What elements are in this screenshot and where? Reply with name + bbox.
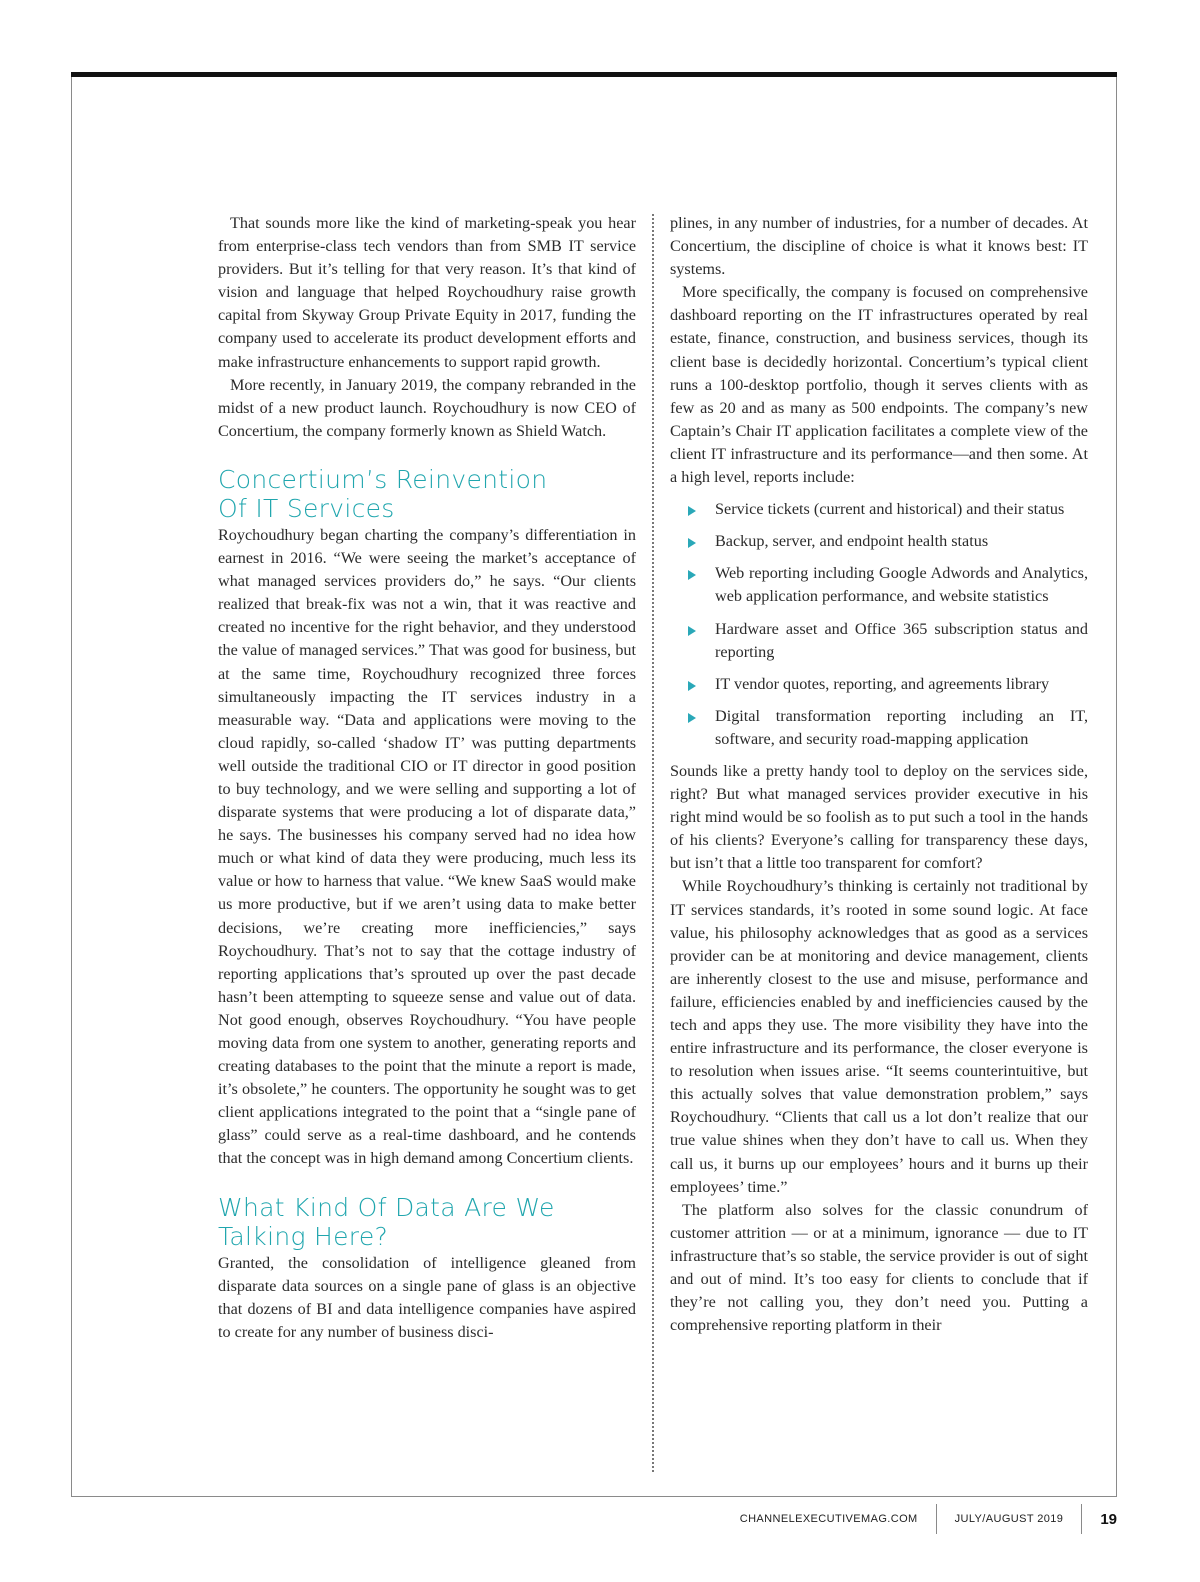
heading-line: Of IT Services [218,493,395,523]
heading-line: Talking Here? [218,1221,389,1251]
heading-line: What Kind Of Data Are We [218,1192,555,1222]
list-item-text: Backup, server, and endpoint health status [715,532,989,551]
body-paragraph: While Roychoudhury’s thinking is certainly not traditional by IT services standards, it’s rooted in some sound logic. At face value, his philosophy acknowledges that as good as a services provider can be at monitoring and device management, clients are inherently closest to the use and misuse, performance and failure, efficiencies enabled by and inefficiencies caused by the tech and apps they use. The more visibility they have into the entire infrastructure and its performance, the closer everyone is to resolution when issues arise. “It seems counterintuitive, but this actually solves that value demonstration problem,” says Roychoudhury. “Clients that call us a lot don’t realize that our true value shines when they don’t have to call us. When they call us, it burns up our employees’ hours and it burns up their employees’ time.” [670,877,1088,1196]
list-item-text: Hardware asset and Office 365 subscription status and reporting [715,619,1088,661]
section-heading-data [218,1193,636,1251]
list-item [670,498,1088,521]
body-paragraph: plines, in any number of industries, for a number of decades. At Concertium, the discipline of choice is what it knows best: IT systems. [670,214,1088,279]
list-item-text: Digital transformation reporting including an IT, software, and security road-mapping application [715,706,1088,748]
triangle-bullet-icon [688,713,696,723]
triangle-bullet-icon [688,570,696,580]
body-paragraph: Roychoudhury began charting the company’s differentiation in earnest in 2016. “We were seeing the market’s acceptance of what managed services providers do,” he says. “Our clients realized that break-fix was not a win, that it was reactive and created no incentive for the right behavior, and they understood the value of managed services.” That was good for business, but at the same time, Roychoudhury recognized three forces simultaneously impacting the IT services industry in a measurable way. “Data and applications were moving to the cloud rapidly, so-called ‘shadow IT’ was putting departments well outside the traditional CIO or IT director in good position to buy technology, and we were selling and supporting a lot of disparate systems that were producing a lot of disparate data,” he says. The businesses his company served had no idea how much or what kind of data they were producing, much less its value or how to harness that value. “We knew SaaS would make us more productive, but if we aren’t using data to make better decisions, we’re creating more inefficiencies,” says Roychoudhury. That’s not to say that the cottage industry of reporting applications that’s sprouted up over the past decade hasn’t been attempting to squeeze sense and value out of data. Not good enough, observes Roychoudhury. “You have people moving data from one system to another, generating reports and creating databases to the point that the minute a report is made, it’s obsolete,” he counters. The opportunity he sought was to get client applications integrated to the point that a “single pane of glass” could serve as a real-time dashboard, and he contends that the concept was in high demand among Concertium clients. [218,525,636,1168]
list-item-text: Web reporting including Google Adwords and Analytics, web application performance, and website statistics [715,564,1088,606]
list-item [670,705,1088,751]
list-item [670,618,1088,664]
triangle-bullet-icon [688,506,696,516]
body-paragraph: The platform also solves for the classic conundrum of customer attrition — or at a minimum, ignorance — due to IT infrastructure that’s so stable, the service provider is out of sight and out of mind. It’s too easy for clients to conclude that if they’re not calling you, they don’t need you. Putting a comprehensive reporting platform in their [670,1200,1088,1335]
list-item [670,530,1088,553]
body-paragraph: Sounds like a pretty handy tool to deploy on the services side, right? But what managed services provider executive in his right mind would be so foolish as to put such a tool in the hands of his clients? Everyone’s calling for transparency these days, but isn’t that a little too transparent for comfort? [670,761,1088,873]
list-item [670,562,1088,608]
left-column [218,212,636,1344]
report-list [670,498,1088,751]
page-footer [740,1504,1117,1534]
list-item [670,673,1088,696]
list-item-text: IT vendor quotes, reporting, and agreements library [715,674,1050,693]
list-item-text: Service tickets (current and historical) and their status [715,500,1065,519]
body-paragraph: That sounds more like the kind of marketing-speak you hear from enterprise-class tech vendors than from SMB IT service providers. But it’s telling for that very reason. It’s that kind of vision and language that helped Roychoudhury raise growth capital from Skyway Group Private Equity in 2017, funding the company used to accelerate its product development efforts and make infrastructure enhancements to support rapid growth. [218,214,636,371]
footer-site-url: CHANNELEXECUTIVEMAG.COM [739,1513,918,1525]
heading-line: Concertium’s Reinvention [218,464,548,494]
column-divider [652,214,654,1472]
triangle-bullet-icon [688,626,696,636]
triangle-bullet-icon [688,681,696,691]
top-rule [71,72,1117,77]
page-number: 19 [1100,1510,1117,1528]
footer-issue-date: JULY/AUGUST 2019 [954,1513,1064,1525]
body-paragraph: More specifically, the company is focused on comprehensive dashboard reporting on the IT infrastructures operated by real estate, finance, construction, and business services, though its client base is decidedly horizontal. Concertium’s typical client runs a 100-desktop portfolio, though it serves clients with as few as 20 and as many as 500 endpoints. The company’s new Captain’s Chair IT application facilitates a complete view of the client IT infrastructure and its performance—and then some. At a high level, reports include: [670,283,1088,487]
footer-separator [936,1504,937,1534]
footer-separator [1081,1504,1082,1534]
section-heading-reinvention [218,465,636,523]
body-paragraph: Granted, the consolidation of intelligence gleaned from disparate data sources on a single pane of glass is an objective that dozens of BI and data intelligence companies have aspired to create for any number of business disci- [218,1253,636,1341]
body-paragraph: More recently, in January 2019, the company rebranded in the midst of a new product launch. Roychoudhury is now CEO of Concertium, the company formerly known as Shield Watch. [218,375,636,440]
right-column [670,212,1088,1337]
triangle-bullet-icon [688,538,696,548]
